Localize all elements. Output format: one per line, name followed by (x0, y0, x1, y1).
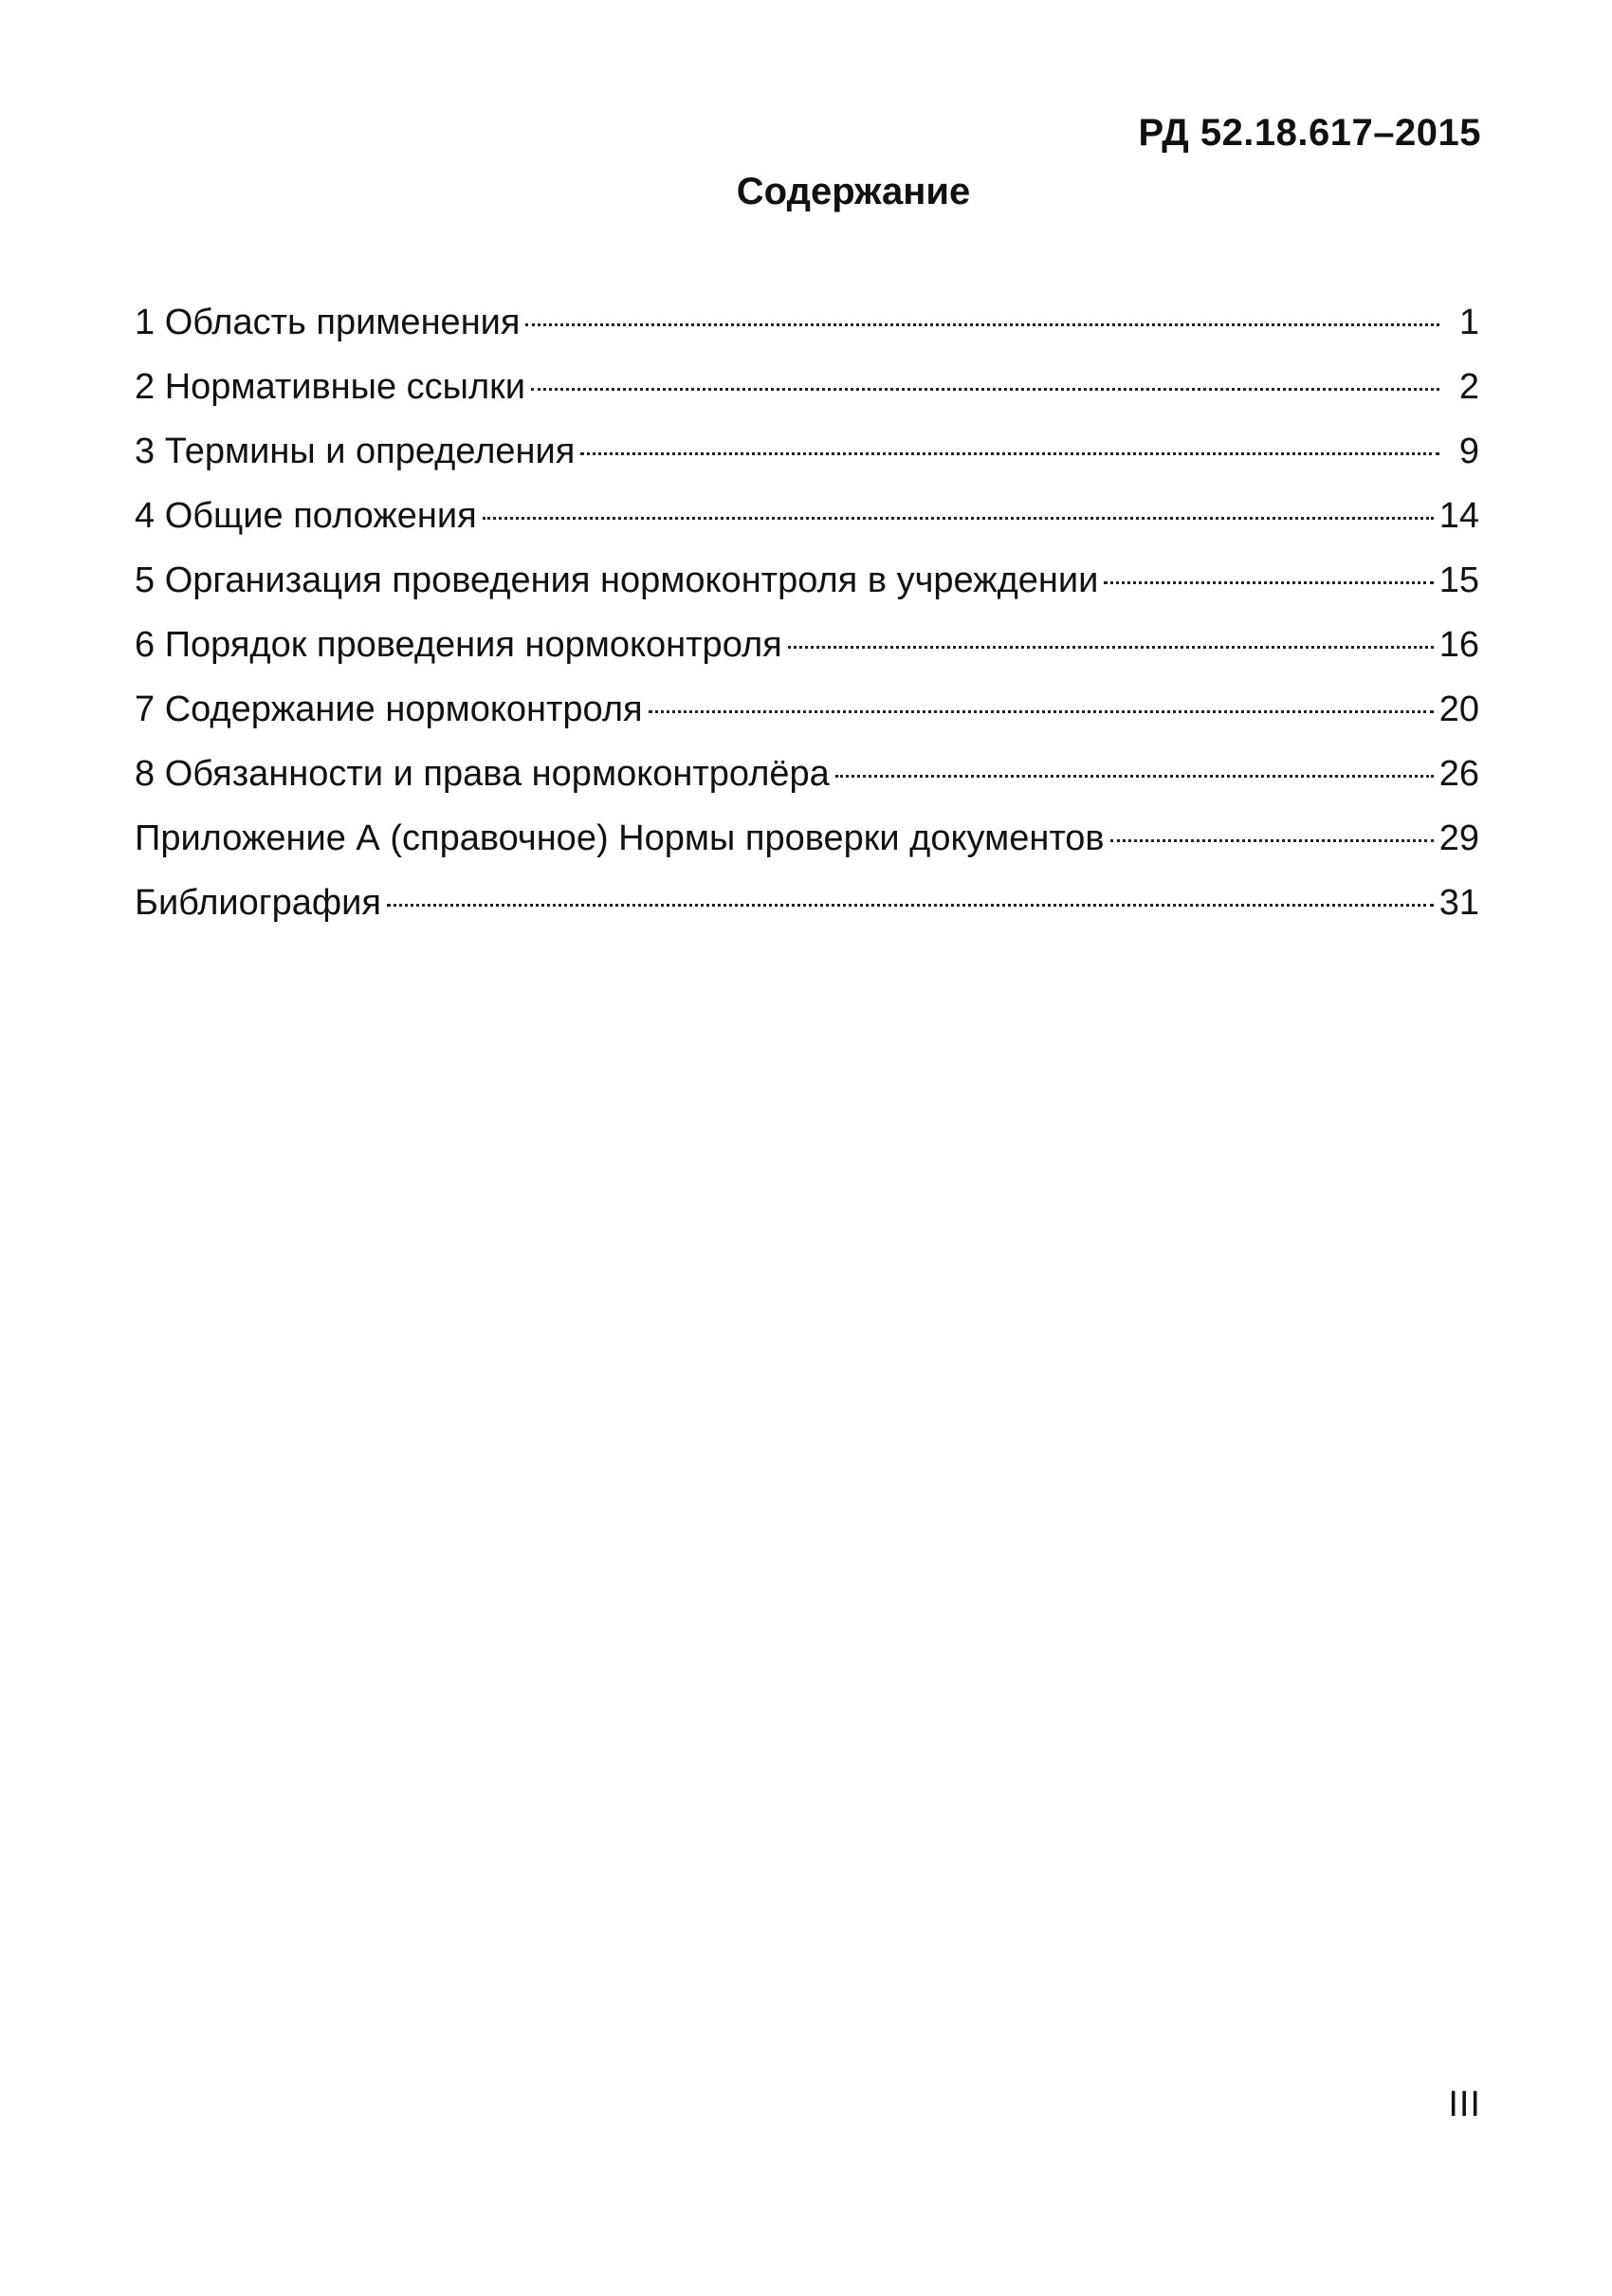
toc-entry-page: 1 (1458, 303, 1479, 342)
toc-entry-page: 2 (1458, 367, 1479, 407)
dot-leader (531, 388, 1439, 391)
toc-entry-page: 20 (1438, 689, 1479, 729)
dot-leader (525, 323, 1439, 326)
toc-entry-label: Библиография (135, 883, 381, 923)
dot-leader (483, 517, 1434, 520)
dot-leader (580, 452, 1439, 455)
toc-entry-label: 6 Порядок проведения нормоконтроля (135, 625, 782, 665)
toc-entry-label: 4 Общие положения (135, 496, 477, 536)
toc-entry-general-provisions[interactable] (135, 484, 1479, 548)
toc-entry-page: 9 (1458, 432, 1479, 471)
dot-leader (649, 710, 1434, 713)
dot-leader (387, 904, 1434, 907)
toc-entry-label: 2 Нормативные ссылки (135, 367, 525, 407)
toc-entry-label: 5 Организация проведения нормоконтроля в учреждении (135, 560, 1099, 600)
toc-entry-label: 1 Область применения (135, 303, 521, 342)
toc-entry-bibliography[interactable] (135, 871, 1479, 935)
page-number: III (1448, 2085, 1481, 2124)
toc-entry-page: 14 (1438, 496, 1479, 536)
toc-entry-label: 7 Содержание нормоконтроля (135, 689, 643, 729)
toc-entry-page: 31 (1438, 883, 1479, 923)
toc-entry-appendix-a[interactable] (135, 806, 1479, 871)
toc-entry-scope[interactable] (135, 290, 1479, 355)
toc-entry-content[interactable] (135, 677, 1479, 742)
dot-leader (1104, 581, 1433, 584)
toc-entry-label: 3 Термины и определения (135, 432, 576, 471)
toc-entry-label: 8 Обязанности и права нормоконтролёра (135, 754, 830, 794)
document-code: РД 52.18.617–2015 (1138, 112, 1481, 154)
dot-leader (788, 646, 1434, 649)
toc-entry-normative-references[interactable] (135, 355, 1479, 419)
toc-entry-organization[interactable] (135, 548, 1479, 613)
toc-entry-page: 26 (1438, 754, 1479, 794)
toc-entry-duties-rights[interactable] (135, 742, 1479, 806)
toc-entry-page: 29 (1438, 818, 1479, 858)
dot-leader (835, 775, 1434, 778)
toc-entry-page: 15 (1438, 560, 1479, 600)
toc-entry-page: 16 (1438, 625, 1479, 665)
toc-entry-procedure[interactable] (135, 613, 1479, 677)
dot-leader (1110, 839, 1434, 842)
toc-entry-terms-definitions[interactable] (135, 419, 1479, 484)
toc-entry-label: Приложение А (справочное) Нормы проверки документов (135, 818, 1105, 858)
table-of-contents (135, 290, 1479, 935)
toc-title: Содержание (736, 171, 971, 212)
